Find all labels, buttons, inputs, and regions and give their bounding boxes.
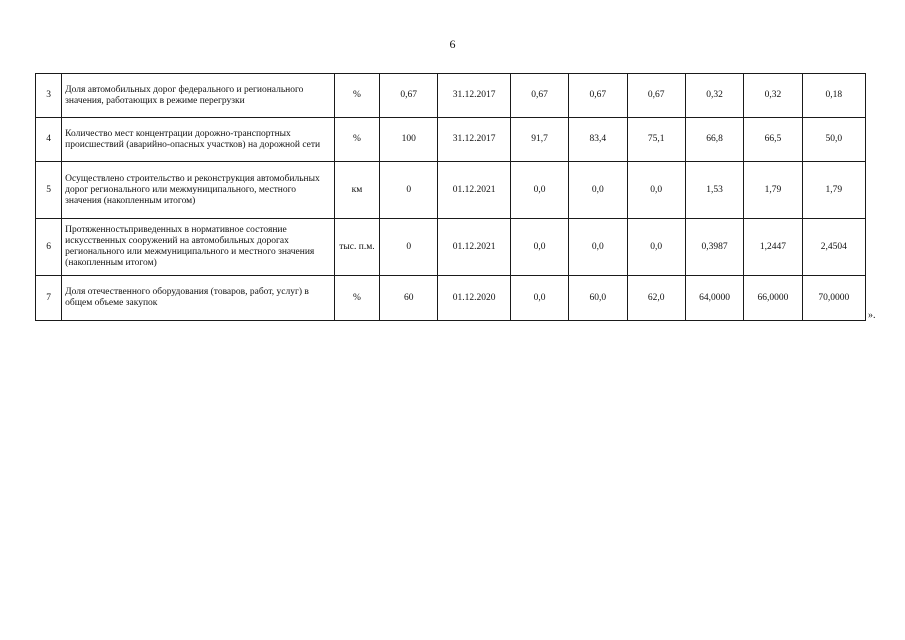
base-date-cell: 31.12.2017 (438, 118, 510, 162)
unit-cell: тыс. п.м. (334, 219, 379, 276)
year-value-cell: 1,79 (802, 162, 865, 219)
table-row (36, 162, 866, 219)
base-date-cell: 01.12.2021 (438, 219, 510, 276)
year-value-cell: 50,0 (802, 118, 865, 162)
unit-cell: км (334, 162, 379, 219)
table-body (36, 74, 866, 321)
year-value-cell: 62,0 (627, 276, 685, 321)
base-date-cell: 01.12.2020 (438, 276, 510, 321)
year-value-cell: 60,0 (569, 276, 627, 321)
unit-cell: % (334, 276, 379, 321)
year-value-cell: 66,5 (744, 118, 802, 162)
year-value-cell: 0,67 (569, 74, 627, 118)
unit-cell: % (334, 74, 379, 118)
row-number-cell: 4 (36, 118, 62, 162)
year-value-cell: 0,67 (510, 74, 568, 118)
year-value-cell: 0,0 (510, 219, 568, 276)
row-number-cell: 7 (36, 276, 62, 321)
table-row (36, 118, 866, 162)
base-date-cell: 01.12.2021 (438, 162, 510, 219)
base-value-cell: 0 (380, 162, 438, 219)
table-row (36, 219, 866, 276)
unit-cell: % (334, 118, 379, 162)
year-value-cell: 0,32 (744, 74, 802, 118)
year-value-cell: 75,1 (627, 118, 685, 162)
year-value-cell: 64,0000 (685, 276, 743, 321)
base-value-cell: 100 (380, 118, 438, 162)
year-value-cell: 70,0000 (802, 276, 865, 321)
year-value-cell: 0,0 (510, 162, 568, 219)
base-value-cell: 0,67 (380, 74, 438, 118)
year-value-cell: 66,8 (685, 118, 743, 162)
year-value-cell: 1,2447 (744, 219, 802, 276)
year-value-cell: 83,4 (569, 118, 627, 162)
year-value-cell: 0,3987 (685, 219, 743, 276)
row-number-cell: 6 (36, 219, 62, 276)
table-row (36, 74, 866, 118)
base-value-cell: 60 (380, 276, 438, 321)
page-number: 6 (449, 37, 456, 51)
table-row (36, 276, 866, 321)
row-number-cell: 3 (36, 74, 62, 118)
row-number-cell: 5 (36, 162, 62, 219)
year-value-cell: 91,7 (510, 118, 568, 162)
base-date-cell: 31.12.2017 (438, 74, 510, 118)
year-value-cell: 1,79 (744, 162, 802, 219)
year-value-cell: 0,0 (510, 276, 568, 321)
year-value-cell: 0,18 (802, 74, 865, 118)
year-value-cell: 0,67 (627, 74, 685, 118)
indicators-table (35, 73, 866, 321)
year-value-cell: 66,0000 (744, 276, 802, 321)
indicator-name-cell: Доля автомобильных дорог федерального и регионального значения, работающих в режиме перегрузки (62, 74, 335, 118)
year-value-cell: 0,0 (627, 162, 685, 219)
indicator-name-cell: Протяженностьприведенных в нормативное состояние искусственных сооружений на автомобильных дорогах регионального или межмуниципального и местного значения (накопленным итогом) (62, 219, 335, 276)
year-value-cell: 0,0 (627, 219, 685, 276)
year-value-cell: 1,53 (685, 162, 743, 219)
year-value-cell: 0,32 (685, 74, 743, 118)
year-value-cell: 0,0 (569, 219, 627, 276)
year-value-cell: 2,4504 (802, 219, 865, 276)
indicator-name-cell: Осуществлено строительство и реконструкция автомобильных дорог регионального или межмуниципального, местного значения (накопленным итогом) (62, 162, 335, 219)
closing-quote-mark: ». (868, 310, 876, 321)
indicator-name-cell: Количество мест концентрации дорожно-транспортных происшествий (аварийно-опасных участков) на дорожной сети (62, 118, 335, 162)
base-value-cell: 0 (380, 219, 438, 276)
indicator-name-cell: Доля отечественного оборудования (товаров, работ, услуг) в общем объеме закупок (62, 276, 335, 321)
year-value-cell: 0,0 (569, 162, 627, 219)
